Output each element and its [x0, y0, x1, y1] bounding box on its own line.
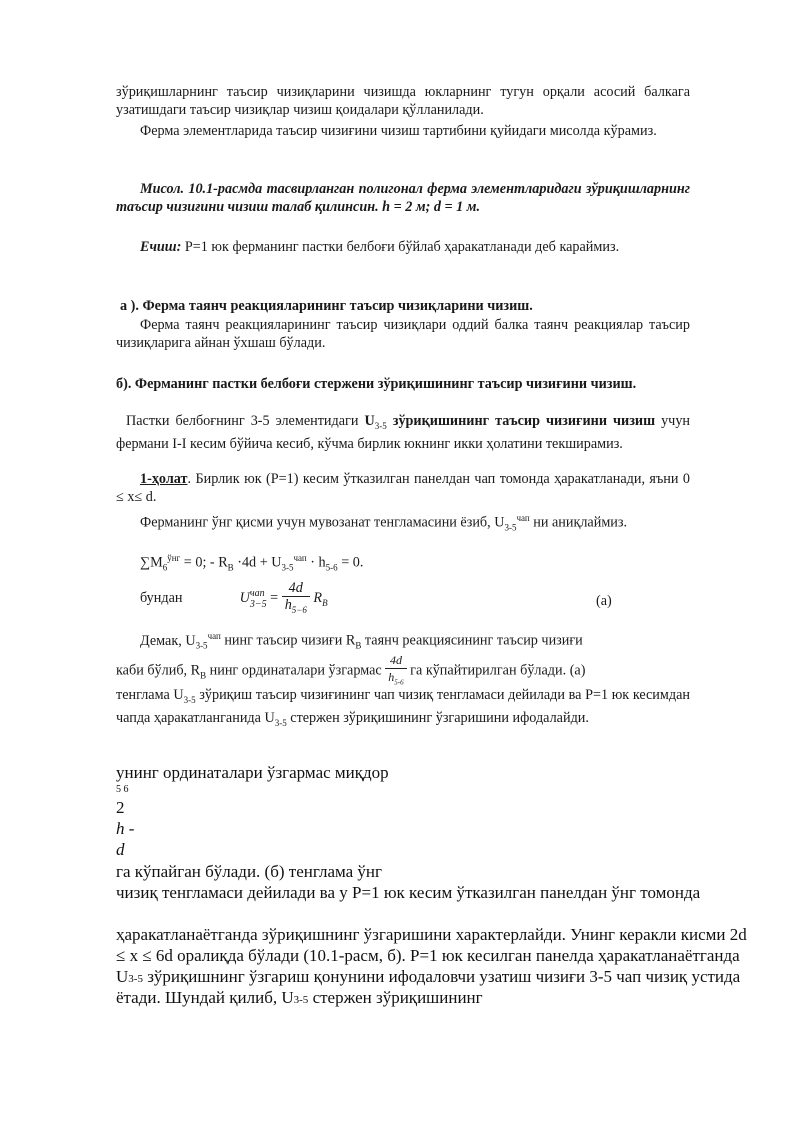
paragraph-c1 — [116, 509, 690, 537]
d2-sub: B — [200, 670, 207, 681]
eq2-lhs: U — [239, 590, 250, 607]
d1-end: таянч реакциясининг таъсир чизиғи — [361, 632, 583, 649]
paragraph-a-text: Ферма таянч реакцияларининг таъсир чизиқлари оддий балка таянч реакциялар таъсир чизиқларига айнан ўхшаш бўлади. — [116, 317, 690, 351]
eq1-mid: = 0; - R — [180, 554, 228, 571]
paragraph-a — [116, 316, 690, 352]
eq1-sup: ўнг — [167, 553, 181, 563]
eq2-tag: (a) — [596, 593, 612, 609]
eq1-h-sub: 5-6 — [325, 562, 338, 573]
eq2-rhs: R — [309, 590, 323, 607]
eq1-mid2: ·4d + U — [233, 554, 282, 571]
c1-text: Ферманинг ўнг қисми учун мувозанат тенгламасини ёзиб, U — [140, 514, 505, 531]
ocr-line-3: 2 — [116, 798, 125, 817]
example-statement — [116, 180, 690, 216]
ocr-line-1: унинг ординаталари ўзгармас миқдор — [116, 763, 389, 782]
heading-a — [116, 297, 690, 315]
d2-start: каби бўлиб, R — [116, 662, 201, 679]
ocr-l8-text: ҳаракатланаётганда зўриқишнинг ўзгаришини характерлайди. Унинг керакли кисми 2d ≤ x ≤ 6d оралиқда бўлади (10.1-расм, б). P=1 юк кесилган панелда ҳаракатланаётганда U — [116, 925, 747, 986]
eq1-rb-sub: B — [227, 562, 234, 573]
d1-sub2: B — [355, 640, 362, 651]
heading-b-text: б). Ферманинг пастки белбоғи стержени зўриқишининг таъсир чизиғини чизиш. — [116, 376, 637, 392]
d2-end: га кўпайтирилган бўлади. (а) — [406, 662, 586, 679]
b1-bold: зўриқишининг таъсир чизиғини чизиш — [386, 413, 656, 429]
equation-1 — [140, 553, 363, 573]
d1-sup: чап — [207, 631, 221, 641]
state-1-paragraph — [116, 470, 690, 506]
ocr-l8-end: зўриқишнинг ўзгариш қонунини ифодаловчи узатиш чизиғи 3-5 чап чизиқ устида ётади. Шундай қилиб, U — [116, 967, 741, 1007]
solution-text: P=1 юк ферманинг пастки белбоғи бўйлаб ҳаракатланади деб караймиз. — [181, 239, 620, 255]
ocr-line-4: h - — [116, 819, 135, 838]
eq2-equals: = — [266, 590, 282, 607]
equation-tag-a — [596, 593, 612, 610]
paragraph-order — [116, 122, 690, 140]
b1-end: учун фермани I-I кесим бўйича кесиб, кўчма бирлик юкнинг икки ҳолатини текширамиз. — [116, 413, 691, 452]
eq1-u-sup: чап — [293, 553, 307, 563]
d3-tail: стержен зўриқишининг ўзгаришини ифодалайди. — [286, 709, 589, 726]
equation-2 — [140, 580, 620, 618]
paragraph-d3 — [116, 686, 690, 732]
eq1-u-sub: 3-5 — [281, 562, 294, 573]
d2-fraction — [385, 652, 406, 690]
solution-label: Ечиш: — [140, 239, 182, 255]
example-text: Мисол. 10.1-расмда тасвирланган полигонал ферма элементларидаги зўриқишларнинг таъсир чизиғини чизиш талаб қилинсин. h = 2 м; d = 1 м. — [116, 181, 690, 215]
heading-b — [116, 375, 690, 393]
from-label: бундан — [140, 590, 183, 607]
b1-start: Пастки белбоғнинг 3-5 элементидаги — [126, 413, 365, 429]
d3-sub2: 3-5 — [274, 717, 287, 728]
order-text: Ферма элементларида таъсир чизиғини чизиш тартибини қуйидаги мисолда кўрамиз. — [140, 123, 657, 139]
d3-end: зўриқиш таъсир чизиғининг чап чизиқ тенгламаси дейилади ва P=1 юк кесимдан чапда ҳаракатланганида U — [116, 687, 690, 726]
paragraph-d2 — [116, 652, 690, 690]
paragraph-intro — [116, 83, 690, 119]
ocr-line-2: 5 6 — [116, 784, 129, 795]
ocr-line-8 — [116, 924, 756, 1011]
eq2-num: 4d — [282, 580, 310, 597]
d1-mid: нинг таъсир чизиғи R — [220, 632, 356, 649]
d3-sub: 3-5 — [183, 694, 196, 705]
c1-sub: 3-5 — [504, 522, 517, 533]
eq1-tail: = 0. — [337, 554, 364, 571]
solution-paragraph — [116, 238, 690, 256]
state-1-text: . Бирлик юк (P=1) кесим ўтказилган панелдан чап томонда ҳаракатланади, яъни 0 ≤ x≤ d. — [116, 471, 690, 505]
c1-sup: чап — [516, 513, 530, 523]
b1-u-sub: 3-5 — [374, 420, 387, 431]
eq2-den: h — [284, 597, 292, 613]
ocr-line-7: чизиқ тенгламаси дейилади ва у P=1 юк кесим ўтказилган панелдан ўнг томонда — [116, 883, 701, 902]
eq1-sum: ∑M — [140, 554, 163, 571]
eq2-lhs-sub: 3−5 — [249, 598, 267, 610]
ocr-l8-sub: 3-5 — [128, 973, 143, 985]
b1-u: U — [364, 413, 375, 429]
ocr-line-5: d — [116, 840, 125, 859]
d2-mid: нинг ординаталари ўзгармас — [206, 662, 386, 679]
ocr-l8-tail: стержен зўриқишининг — [308, 988, 483, 1007]
heading-a-text: а ). Ферма таянч реакцияларининг таъсир чизиқларини чизиш. — [120, 298, 533, 314]
d1-sub: 3-5 — [195, 640, 208, 651]
eq1-end: · h — [306, 554, 326, 571]
ocr-l8-sub2: 3-5 — [293, 994, 309, 1006]
eq2-rhs-sub: B — [322, 598, 328, 609]
eq2-den-sub: 5−6 — [291, 604, 307, 615]
c1-end: ни аниқлаймиз. — [529, 514, 628, 531]
d1-start: Демак, U — [140, 632, 196, 649]
d2-frac-num: 4d — [385, 652, 406, 669]
paragraph-b1 — [116, 412, 690, 453]
eq2-fraction — [282, 580, 310, 618]
state-1-label: 1-ҳолат — [140, 471, 188, 487]
d3-start: тенглама U — [116, 687, 184, 703]
eq2-lhs-sup: чап — [249, 587, 265, 599]
d2-frac-den-sub: 5-6 — [394, 678, 404, 687]
intro-text: зўриқишларнинг таъсир чизиқларини чизишда юкларнинг тугун орқали асосий балкага узатишдаги таъсир чизиқлар чизиш қоидалари қўлланилади. — [116, 84, 690, 118]
eq1-sub: 6 — [162, 562, 168, 573]
paragraph-d1 — [116, 627, 690, 655]
d2-frac-den: h — [388, 670, 395, 684]
ocr-line-6: га кўпайган бўлади. (б) тенглама ўнг — [116, 862, 382, 881]
